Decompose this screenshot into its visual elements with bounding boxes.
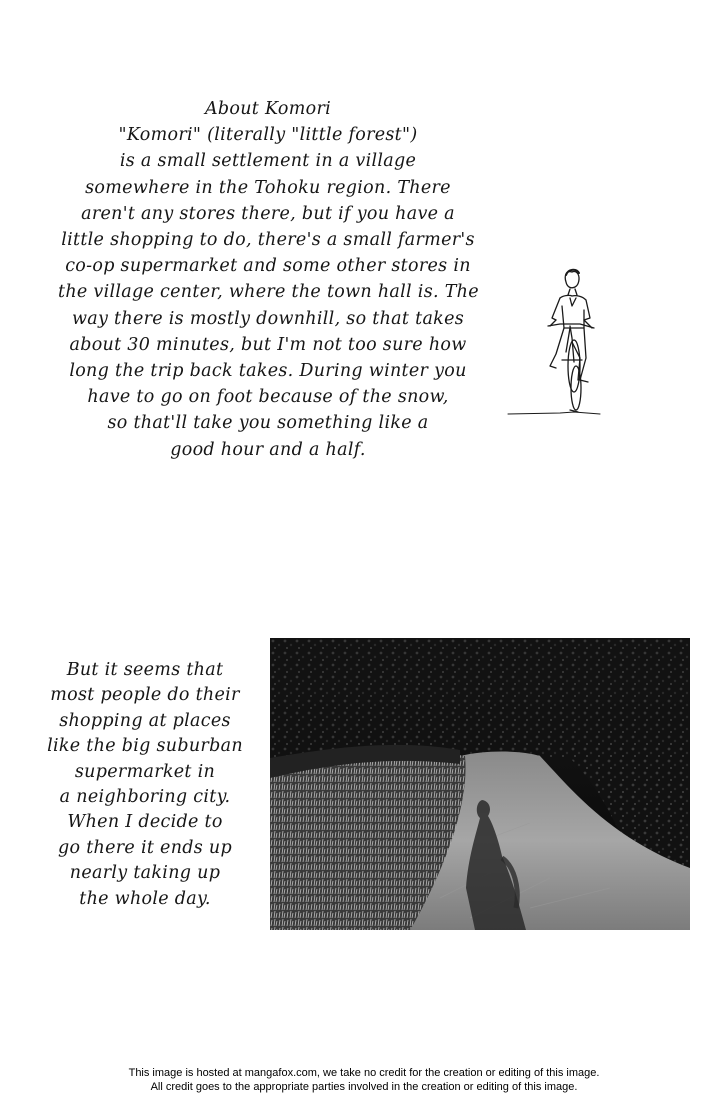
text-line: "Komori" (literally "little forest") [118,125,418,146]
country-road-photo [270,638,690,930]
text-line: go there it ends up [58,837,232,858]
text-line: somewhere in the Tohoku region. There [85,177,451,198]
text-line: long the trip back takes. During winter you [69,361,467,382]
text-line: little shopping to do, there's a small farmer's [61,230,475,251]
credit-line: This image is hosted at mangafox.com, we take no credit for the creation or editing of this image. [128,1067,600,1079]
text-line: about 30 minutes, but I'm not too sure how [69,334,467,355]
text-line: supermarket in [74,761,216,782]
text-line: like the big suburban [47,736,243,757]
text-line: shopping at places [59,710,231,731]
text-line: way there is mostly downhill, so that takes [71,308,465,329]
text-line: nearly taking up [69,863,221,884]
text-line: When I decide to [67,812,223,833]
text-line: But it seems that [66,660,224,680]
intro-paragraph [58,96,478,463]
hosting-credit [0,1066,728,1094]
text-line: most people do their [50,685,240,706]
credit-line: All credit goes to the appropriate parties involved in the creation or editing of this image. [150,1081,578,1093]
text-line: so that'll take you something like a [107,413,429,434]
text-line: the whole day. [79,888,211,909]
text-line: have to go on foot because of the snow, [87,387,449,408]
cyclist-sketch [500,262,610,422]
text-line: co-op supermarket and some other stores in [65,256,471,277]
text-line: aren't any stores there, but if you have a [81,203,455,224]
text-line: the village center, where the town hall is. The [58,282,479,303]
text-line: a neighboring city. [59,787,231,808]
paragraph-title: About Komori [204,99,332,119]
shopping-paragraph [30,658,260,912]
text-line: is a small settlement in a village [119,151,417,172]
text-line: good hour and a half. [170,439,366,460]
